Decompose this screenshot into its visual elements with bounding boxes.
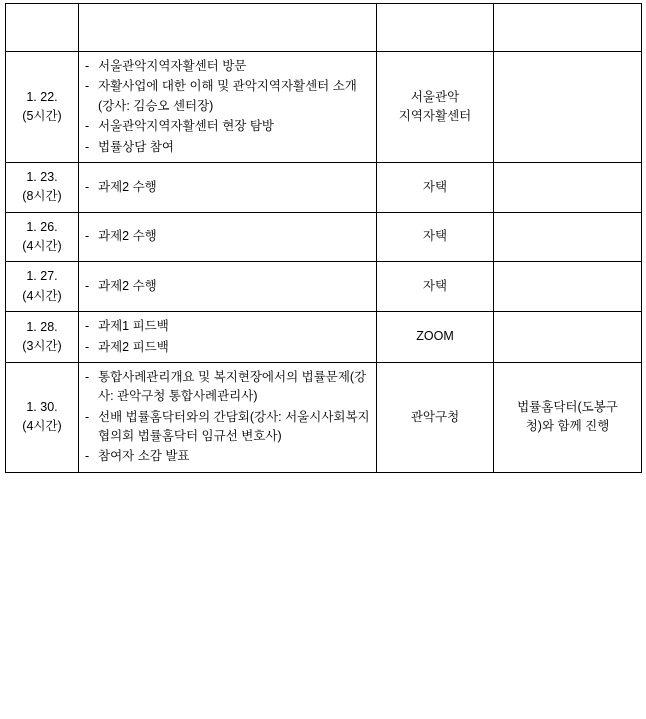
- cell-note: [494, 262, 642, 312]
- cell-place: [377, 162, 494, 212]
- date-line-hours: (4시간): [22, 288, 62, 303]
- list-item-label: 과제1 피드백: [98, 319, 169, 334]
- cell-content: [79, 312, 377, 363]
- list-item: [85, 178, 370, 197]
- dash-bullet-icon: -: [85, 139, 90, 154]
- list-item-label: 과제2 수행: [98, 279, 157, 294]
- list-item: [85, 227, 370, 246]
- date-line-hours: (4시간): [22, 419, 62, 434]
- date-line-hours: (5시간): [22, 108, 62, 123]
- content-item-list: [85, 57, 370, 157]
- cell-date: [6, 52, 79, 163]
- place-line: ZOOM: [416, 329, 454, 344]
- place-line: 자택: [422, 179, 448, 194]
- date-line-primary: 1. 30.: [26, 399, 58, 414]
- cell-place: [377, 362, 494, 472]
- table-row: [6, 362, 642, 472]
- cell-note: [494, 312, 642, 363]
- list-item-label: 선배 법률홈닥터와의 간담회(강사: 서울시사회복지협의회 법률홈닥터 임규선 변호사): [98, 409, 370, 443]
- cell-content: [79, 362, 377, 472]
- list-item-label: 과제2 수행: [98, 229, 157, 244]
- list-item-label: 서울관악지역자활센터 현장 탐방: [98, 119, 274, 134]
- list-item: [85, 57, 370, 76]
- place-line: 지역자활센터: [398, 108, 472, 123]
- cell-place: [377, 262, 494, 312]
- place-line: 자택: [422, 279, 448, 294]
- table-row: [6, 262, 642, 312]
- list-item: [85, 138, 370, 157]
- dash-bullet-icon: -: [85, 79, 90, 94]
- content-item-list: [85, 368, 370, 467]
- note-line: 법률홈닥터(도봉구: [517, 399, 618, 414]
- dash-bullet-icon: -: [85, 119, 90, 134]
- list-item: [85, 447, 370, 466]
- cell-place: [377, 212, 494, 262]
- cell-place: [377, 4, 494, 52]
- date-line-primary: 1. 26.: [26, 219, 58, 234]
- cell-content: [79, 262, 377, 312]
- date-line-primary: 1. 23.: [26, 169, 58, 184]
- dash-bullet-icon: -: [85, 339, 90, 354]
- table-row: [6, 52, 642, 163]
- place-line: 서울관악: [410, 89, 460, 104]
- note-line: 청)와 함께 진행: [525, 419, 610, 434]
- cell-place: [377, 52, 494, 163]
- document-page: [0, 3, 646, 719]
- dash-bullet-icon: -: [85, 369, 90, 384]
- cell-content: [79, 4, 377, 52]
- list-item-label: 과제2 수행: [98, 179, 157, 194]
- list-item-label: 서울관악지역자활센터 방문: [98, 59, 247, 73]
- cell-note: [494, 362, 642, 472]
- dash-bullet-icon: -: [85, 279, 90, 294]
- dash-bullet-icon: -: [85, 179, 90, 194]
- cell-content: [79, 162, 377, 212]
- list-item: [85, 117, 370, 136]
- table-row: [6, 312, 642, 363]
- dash-bullet-icon: -: [85, 319, 90, 334]
- dash-bullet-icon: -: [85, 229, 90, 244]
- list-item-label: 통합사례관리개요 및 복지현장에서의 법률문제(강사: 관악구청 통합사례관리사): [98, 369, 367, 404]
- cell-content: [79, 212, 377, 262]
- list-item: [85, 338, 370, 357]
- list-item-label: 자활사업에 대한 이해 및 관악지역자활센터 소개(강사: 김승오 센터장): [98, 79, 357, 113]
- cell-date: [6, 162, 79, 212]
- content-item-list: [85, 178, 370, 197]
- date-line-primary: 1. 22.: [26, 89, 58, 104]
- date-line-primary: 1. 28.: [26, 319, 58, 334]
- cell-place: [377, 312, 494, 363]
- dash-bullet-icon: -: [85, 409, 90, 424]
- dash-bullet-icon: -: [85, 449, 90, 464]
- cell-note: [494, 212, 642, 262]
- list-item: [85, 408, 370, 447]
- cell-date: [6, 312, 79, 363]
- dash-bullet-icon: -: [85, 59, 90, 73]
- content-item-list: [85, 277, 370, 296]
- date-line-hours: (3시간): [22, 339, 62, 353]
- list-item: [85, 77, 370, 116]
- content-item-list: [85, 227, 370, 246]
- list-item-label: 과제2 피드백: [98, 339, 169, 354]
- table-row: [6, 212, 642, 262]
- schedule-table: [5, 3, 642, 473]
- list-item: [85, 277, 370, 296]
- list-item: [85, 317, 370, 336]
- date-line-primary: 1. 27.: [26, 269, 58, 284]
- date-line-hours: (4시간): [22, 239, 62, 253]
- content-item-list: [85, 317, 370, 357]
- cell-note: [494, 52, 642, 163]
- list-item-label: 참여자 소감 발표: [98, 449, 190, 464]
- date-line-hours: (8시간): [22, 189, 62, 204]
- cell-content: [79, 52, 377, 163]
- place-line: 자택: [422, 229, 448, 244]
- place-line: 관악구청: [410, 409, 460, 424]
- cell-note: [494, 162, 642, 212]
- cell-date: [6, 362, 79, 472]
- cell-date: [6, 4, 79, 52]
- cell-date: [6, 212, 79, 262]
- cell-date: [6, 262, 79, 312]
- list-item: [85, 368, 370, 407]
- cell-note: [494, 4, 642, 52]
- table-row-header: [6, 4, 642, 52]
- table-row: [6, 162, 642, 212]
- list-item-label: 법률상담 참여: [98, 139, 174, 154]
